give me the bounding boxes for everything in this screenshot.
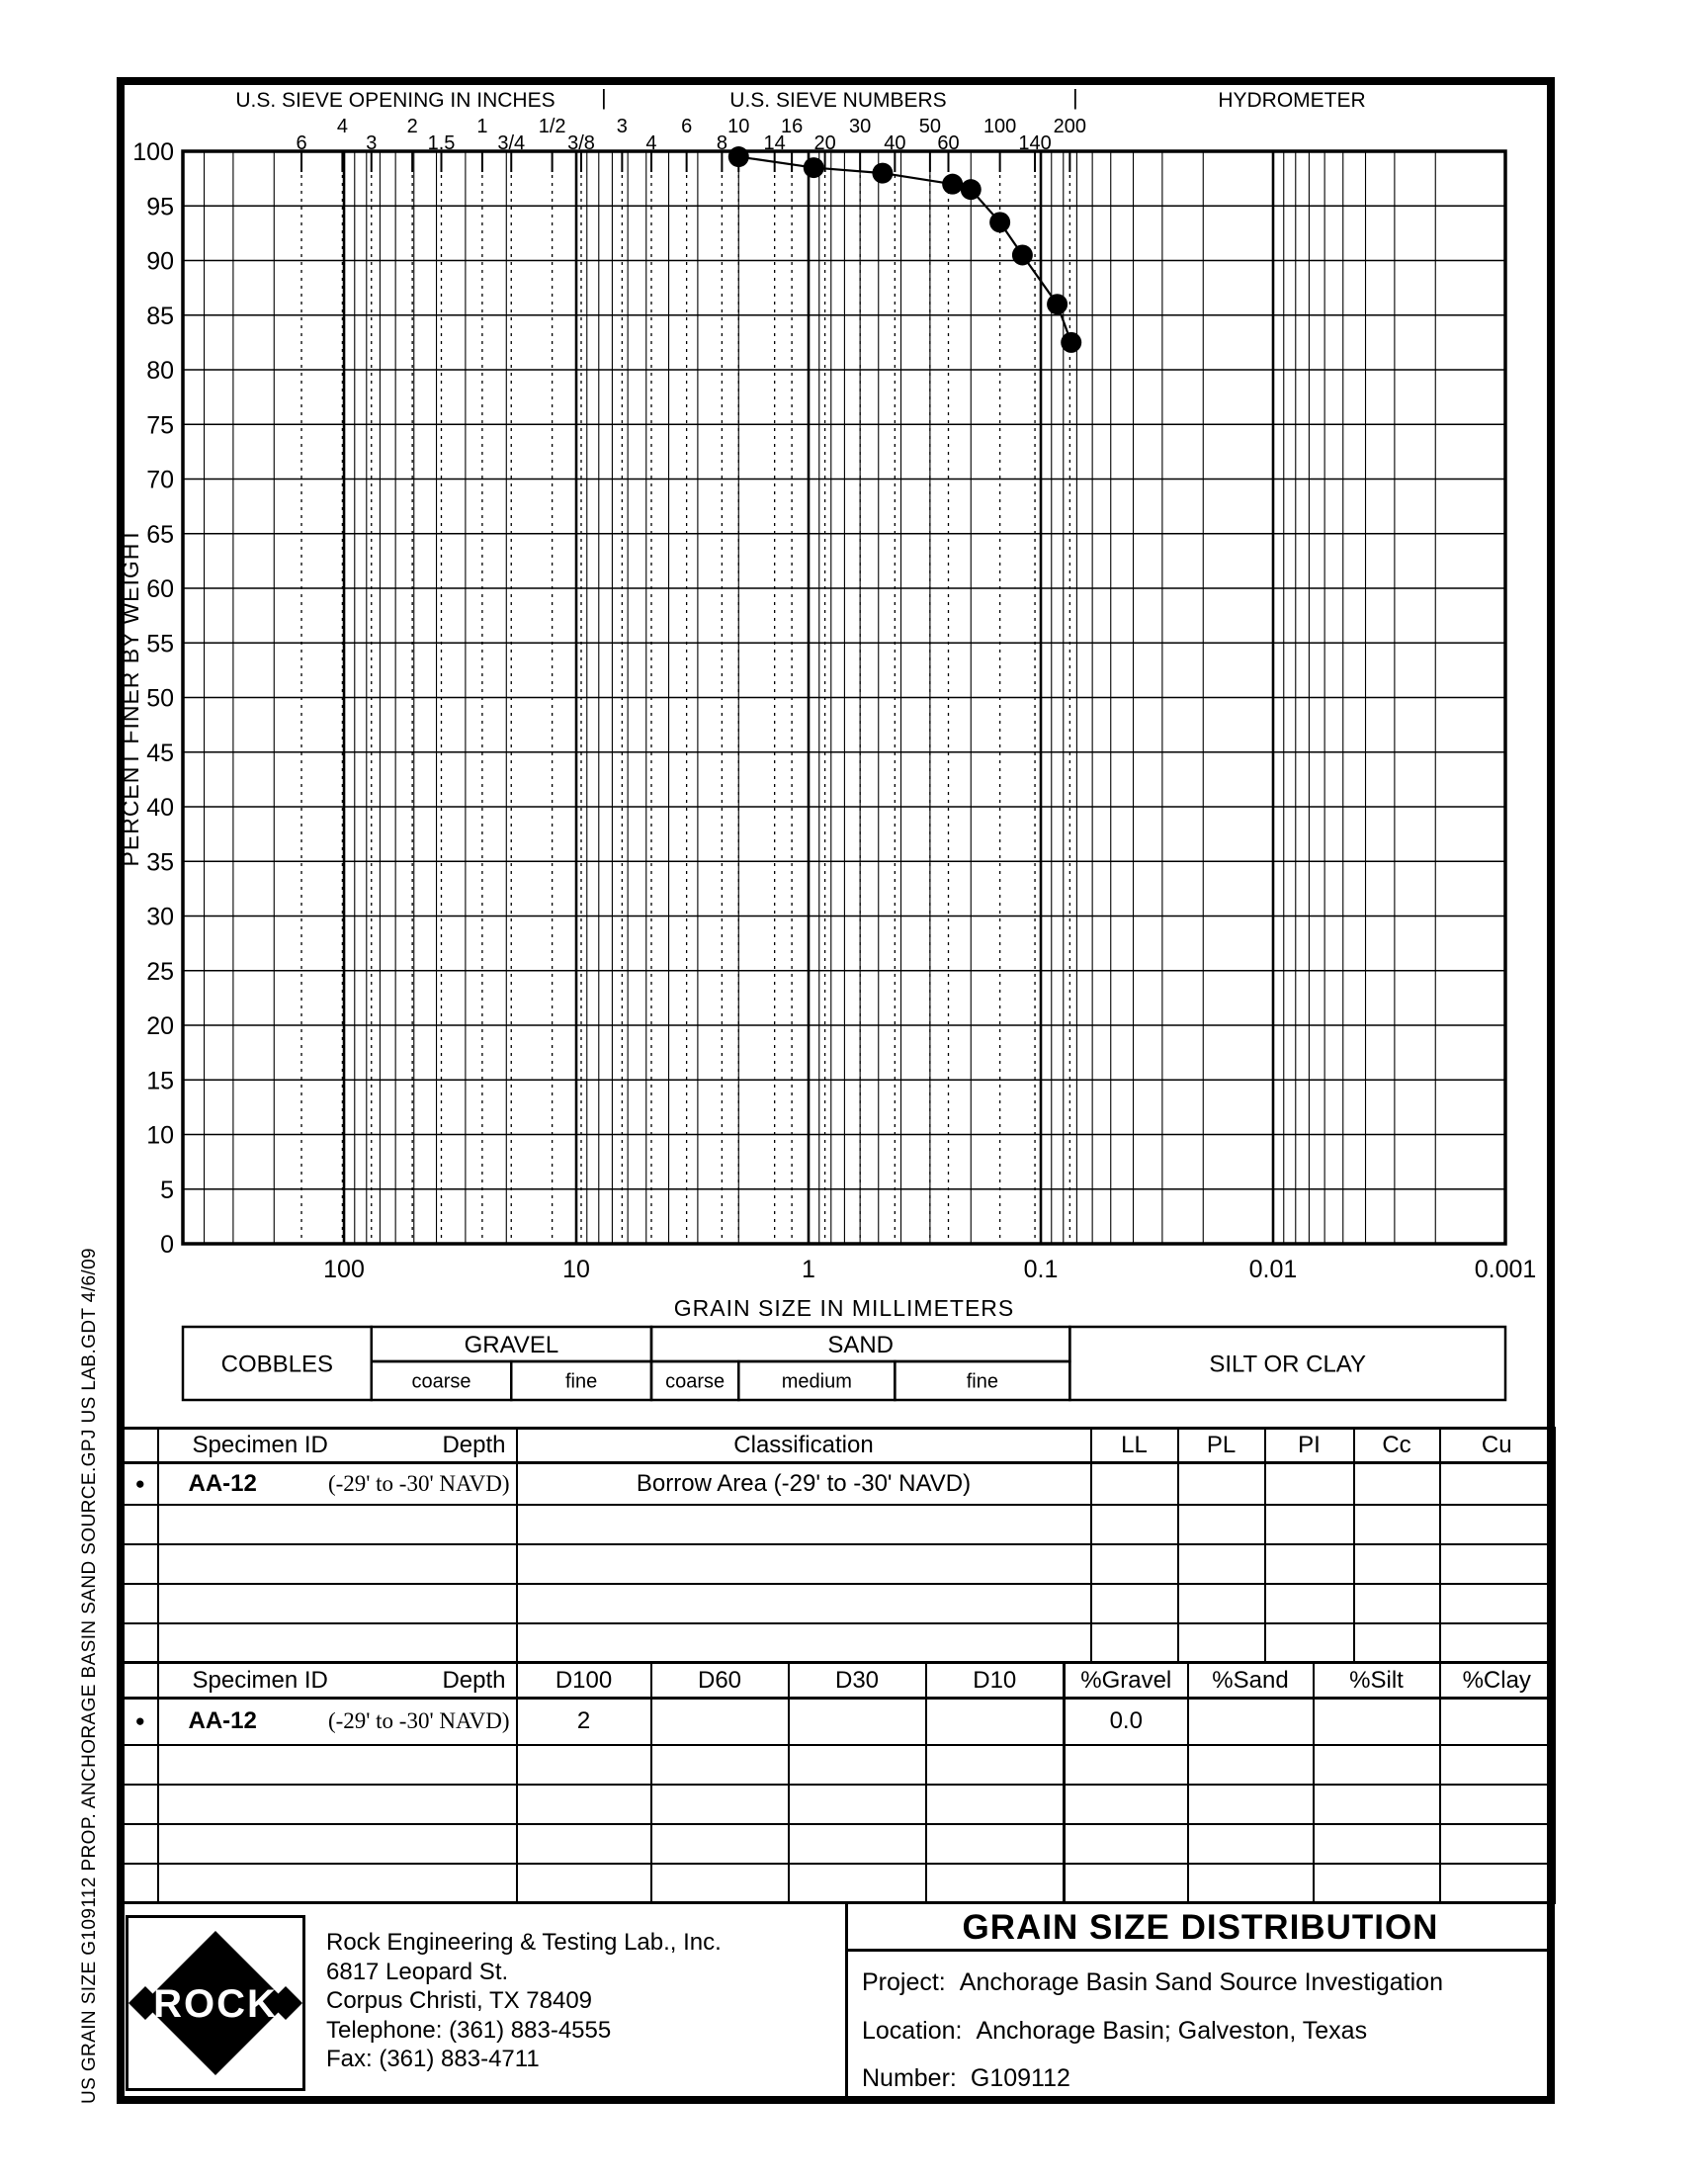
y-tick-label: 100: [132, 138, 174, 166]
y-tick-label: 30: [146, 903, 174, 931]
company-phone: Telephone: (361) 883-4555: [326, 2016, 612, 2044]
col-pl: PL: [1178, 1429, 1265, 1463]
col-specimen-id: Specimen ID: [192, 1666, 328, 1694]
classification-label: GRAVEL: [464, 1332, 559, 1359]
y-tick-label: 95: [146, 193, 174, 221]
specimen-depth: (-29' to -30' NAVD): [327, 1470, 510, 1496]
pl-value: [1178, 1463, 1265, 1505]
sieve-size-label: 8: [716, 132, 727, 154]
report-title: GRAIN SIZE DISTRIBUTION: [848, 1903, 1553, 1952]
y-tick-label: 85: [146, 302, 174, 330]
sieve-size-label: 100: [982, 116, 1017, 137]
sieve-tick-layer: [296, 116, 1086, 1244]
y-tick-label: 20: [146, 1012, 174, 1040]
sieve-size-label: 10: [727, 116, 750, 137]
chart-grid: [183, 151, 1505, 1244]
y-tick-label: 40: [146, 794, 174, 822]
header-sieve-inches-label: U.S. SIEVE OPENING IN INCHES: [235, 89, 555, 112]
ll-value: [1091, 1463, 1178, 1505]
col-specimen-depth: [158, 1663, 517, 1699]
sieve-size-label: 60: [937, 132, 960, 154]
sieve-size-label: 4: [336, 116, 348, 137]
x-tick-label: 100: [323, 1256, 365, 1283]
table-row-empty: [123, 1584, 1555, 1623]
row-marker: ●: [123, 1463, 158, 1505]
col-pct-clay: %Clay: [1440, 1663, 1555, 1699]
header-separator: |: [1072, 85, 1078, 110]
bullet-column-header: [123, 1663, 158, 1699]
company-address-line: Corpus Christi, TX 78409: [326, 1987, 593, 2014]
classification-label: fine: [966, 1370, 998, 1393]
x-axis-title: GRAIN SIZE IN MILLIMETERS: [673, 1295, 1015, 1321]
gradation-table: [121, 1661, 1556, 1904]
d60-value: [651, 1699, 789, 1745]
location-value: Anchorage Basin; Galveston, Texas: [976, 2017, 1368, 2045]
classification-label: SILT OR CLAY: [1209, 1351, 1367, 1378]
col-d10: D10: [926, 1663, 1065, 1699]
y-tick-label: 0: [160, 1231, 174, 1259]
d100-value: 2: [517, 1699, 651, 1745]
table-row-empty: [123, 1864, 1555, 1903]
y-tick-label: 90: [146, 247, 174, 276]
sieve-size-label: 2: [406, 116, 418, 137]
x-tick-label: 10: [562, 1256, 590, 1283]
y-tick-label: 35: [146, 848, 174, 877]
col-cc: Cc: [1354, 1429, 1440, 1463]
data-point-marker: [989, 212, 1010, 232]
y-tick-label: 15: [146, 1067, 174, 1095]
sieve-size-label: 3/4: [497, 132, 526, 154]
classification-label: coarse: [665, 1370, 726, 1393]
logo-text: ROCK: [153, 1982, 278, 2026]
table-row: [123, 1463, 1555, 1505]
pi-value: [1265, 1463, 1354, 1505]
number-label: Number:: [862, 2064, 957, 2092]
sieve-size-label: 50: [918, 116, 942, 137]
project-row: [862, 1958, 1553, 2008]
company-address-line: 6817 Leopard St.: [326, 1958, 509, 1985]
specimen-depth-cell: [158, 1463, 517, 1505]
classification-label: COBBLES: [220, 1351, 334, 1378]
bullet-column-header: [123, 1429, 158, 1463]
pct-gravel-value: 0.0: [1065, 1699, 1188, 1745]
cc-value: [1354, 1463, 1440, 1505]
col-pi: PI: [1265, 1429, 1354, 1463]
soil-classification-bar: [183, 1327, 1505, 1400]
col-ll: LL: [1091, 1429, 1178, 1463]
col-specimen-depth: [158, 1429, 517, 1463]
y-tick-label: 25: [146, 957, 174, 986]
col-cu: Cu: [1440, 1429, 1555, 1463]
x-tick-label: 1: [802, 1256, 815, 1283]
col-pct-silt: %Silt: [1314, 1663, 1440, 1699]
table-row-empty: [123, 1505, 1555, 1544]
col-d100: D100: [517, 1663, 651, 1699]
x-tick-label: 0.1: [1023, 1256, 1059, 1283]
sieve-size-label: 40: [884, 132, 906, 154]
col-d60: D60: [651, 1663, 789, 1699]
company-logo: [126, 1915, 305, 2091]
y-tick-label: 75: [146, 411, 174, 440]
data-point-marker: [1061, 332, 1081, 353]
y-tick-label: 80: [146, 357, 174, 385]
sieve-size-label: 1.5: [427, 132, 456, 154]
sieve-size-label: 30: [849, 116, 872, 137]
data-point-marker: [961, 179, 982, 200]
col-depth: Depth: [442, 1432, 506, 1458]
y-axis-title: PERCENT FINER BY WEIGHT: [118, 527, 143, 867]
col-depth: Depth: [442, 1666, 506, 1694]
table-row-empty: [123, 1745, 1555, 1785]
table-row-empty: [123, 1544, 1555, 1584]
sieve-size-label: 1: [476, 116, 488, 137]
data-point-marker: [942, 174, 963, 195]
sieve-size-label: 3/8: [567, 132, 595, 154]
data-point-marker: [804, 157, 824, 178]
cu-value: [1440, 1463, 1555, 1505]
y-tick-label: 65: [146, 520, 174, 549]
x-tick-label: 0.01: [1248, 1256, 1298, 1283]
number-value: G109112: [970, 2064, 1070, 2092]
gradation-curve: [728, 146, 1081, 353]
pct-clay-value: [1440, 1699, 1555, 1745]
company-fax: Fax: (361) 883-4711: [326, 2046, 540, 2072]
specimen-id: AA-12: [188, 1707, 257, 1735]
x-tick-label: 0.001: [1474, 1256, 1537, 1283]
classification-label: SAND: [827, 1332, 895, 1359]
table-row-empty: [123, 1623, 1555, 1663]
sieve-size-label: 1/2: [538, 116, 566, 137]
header-separator: |: [601, 85, 607, 110]
table-row-empty: [123, 1785, 1555, 1824]
col-d30: D30: [789, 1663, 926, 1699]
pct-sand-value: [1188, 1699, 1314, 1745]
col-pct-gravel: %Gravel: [1065, 1663, 1188, 1699]
sieve-size-label: 16: [780, 116, 804, 137]
y-tick-label: 5: [160, 1176, 174, 1204]
sieve-size-label: 4: [645, 132, 657, 154]
y-tick-label: 50: [146, 684, 174, 713]
row-marker: ●: [123, 1699, 158, 1745]
data-point-marker: [1047, 294, 1068, 314]
sidebar-filename-note: US GRAIN SIZE G109112 PROP. ANCHORAGE BASIN SAND SOURCE.GPJ US LAB.GDT 4/6/09: [79, 1247, 100, 2104]
classification-label: fine: [564, 1370, 598, 1393]
number-row: [862, 2053, 1553, 2104]
project-value: Anchorage Basin Sand Source Investigation: [959, 1968, 1443, 1996]
header-sieve-numbers-label: U.S. SIEVE NUMBERS: [729, 89, 947, 112]
sieve-size-label: 140: [1018, 132, 1052, 154]
data-point-marker: [1012, 244, 1033, 265]
pct-silt-value: [1314, 1699, 1440, 1745]
table-row: [123, 1699, 1555, 1745]
d10-value: [926, 1699, 1065, 1745]
data-point-marker: [728, 146, 749, 167]
classification-table: [121, 1427, 1556, 1664]
y-tick-label: 10: [146, 1121, 174, 1150]
y-tick-label: 70: [146, 466, 174, 494]
project-label: Project:: [862, 1968, 946, 1996]
d30-value: [789, 1699, 926, 1745]
y-tick-label: 55: [146, 630, 174, 658]
x-tick-labels: [323, 1256, 1536, 1283]
sieve-size-label: 200: [1053, 116, 1087, 137]
sieve-size-label: 3: [616, 116, 628, 137]
rock-logo-icon: [128, 1918, 302, 2088]
sieve-size-label: 14: [763, 132, 786, 154]
classification-label: medium: [781, 1370, 852, 1393]
col-pct-sand: %Sand: [1188, 1663, 1314, 1699]
specimen-id: AA-12: [188, 1469, 257, 1497]
col-specimen-id: Specimen ID: [192, 1432, 328, 1458]
sieve-size-label: 6: [681, 116, 693, 137]
y-tick-label: 60: [146, 575, 174, 603]
classification-label: coarse: [411, 1370, 471, 1393]
specimen-depth-cell: [158, 1699, 517, 1745]
location-row: [862, 2006, 1553, 2056]
table-row-empty: [123, 1824, 1555, 1864]
company-name: Rock Engineering & Testing Lab., Inc.: [326, 1929, 722, 1956]
sieve-size-label: 3: [366, 132, 378, 154]
col-classification: Classification: [517, 1429, 1091, 1463]
location-label: Location:: [862, 2017, 963, 2045]
header-hydrometer-label: HYDROMETER: [1218, 89, 1366, 112]
specimen-depth: (-29' to -30' NAVD): [327, 1708, 510, 1734]
data-point-marker: [872, 163, 893, 184]
company-address: [326, 1928, 722, 2074]
y-tick-label: 45: [146, 739, 174, 767]
classification-value: Borrow Area (-29' to -30' NAVD): [517, 1463, 1091, 1505]
sieve-size-label: 6: [296, 132, 307, 154]
sieve-size-label: 20: [813, 132, 836, 154]
